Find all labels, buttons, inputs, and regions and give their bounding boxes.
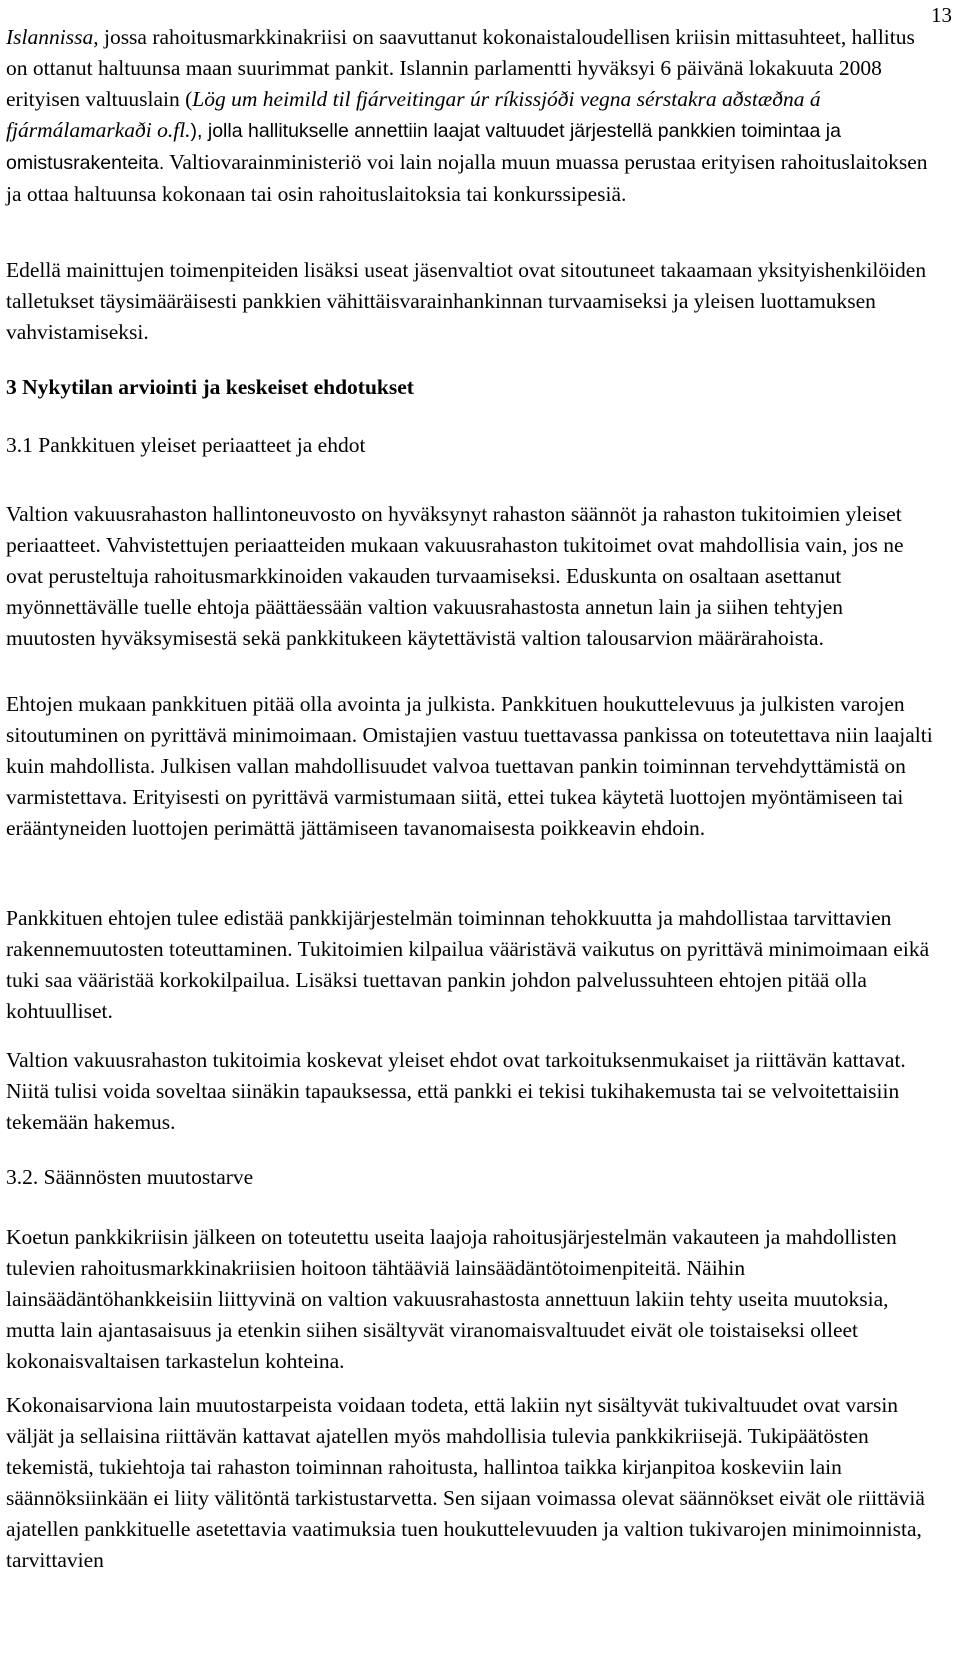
paragraph-iceland (6, 22, 936, 210)
paragraph-conditions: Ehtojen mukaan pankkituen pitää olla avointa ja julkista. Pankkituen houkuttelevuus ja julkisten varojen sitoutuminen on pyrittävä minimoimaan. Omistajien vastuu tuettavassa pankissa on toteutettava niin laajalti kuin mahdollista. Julkisen vallan mahdollisuudet valvoa tuettavan pankin toiminnan tervehdyttämistä on varmistettava. Erityisesti on pyrittävä varmistumaan siitä, ettei tukea käytetä luottojen myöntämiseen tai erääntyneiden luottojen perimättä jättämiseen tavanomaisesta poikkeavin ehdoin. (6, 692, 933, 840)
paragraph-text: Valtiovarainministeriö voi lain nojalla muun muassa perustaa erityisen rahoituslaitoksen ja ottaa haltuunsa kokonaan tai osin rahoituslaitoksia tai konkurssipesiä. (6, 150, 928, 206)
paragraph-general-terms: Valtion vakuusrahaston tukitoimia koskevat yleiset ehdot ovat tarkoituksenmukaiset ja riittävän kattavat. Niitä tulisi voida soveltaa siinäkin tapauksessa, että pankki ei tekisi tukihakemusta tai se velvoitettaisiin tekemään hakemus. (6, 1048, 906, 1134)
section-heading-3: 3 Nykytilan arviointi ja keskeiset ehdotukset (6, 375, 414, 399)
italic-law-title: Lög um heimild til fjárveitingar úr ríkissjóði vegna sérstakra aðstæðna á fjármálamarkaði o.fl. (6, 87, 821, 142)
paragraph-guarantees: Edellä mainittujen toimenpiteiden lisäksi useat jäsenvaltiot ovat sitoutuneet takaamaan yksityishenkilöiden talletukset täysimääräisesti pankkien vähittäisvarainhankinnan turvaamiseksi ja yleisen luottamuksen vahvistamiseksi. (6, 258, 927, 344)
paragraph-text-sans: ), jolla hallitukselle annettiin laajat valtuudet järjestellä pankkien toimintaa ja omistusrakenteita. (6, 120, 841, 174)
section-heading-3-2: 3.2. Säännösten muutostarve (6, 1165, 254, 1189)
page-number: 13 (931, 3, 952, 27)
italic-country: Islannissa (6, 25, 94, 49)
paragraph-principles: Valtion vakuusrahaston hallintoneuvosto on hyväksynyt rahaston säännöt ja rahaston tukitoimien yleiset periaatteet. Vahvistettujen periaatteiden mukaan vakuusrahaston tukitoimet ovat mahdollisia vain, jos ne ovat perusteltuja rahoitusmarkkinoiden vakauden turvaamiseksi. Eduskunta on osaltaan asettanut myönnettävälle tuelle ehtoja päättäessään valtion vakuusrahastosta annetun lain ja siihen tehtyjen muutosten hyväksymisestä sekä pankkitukeen käytettävistä valtion talousarvion määrärahoista. (6, 502, 904, 650)
paragraph-legislation: Koetun pankkikriisin jälkeen on toteutettu useita laajoja rahoitusjärjestelmän vakauteen ja mahdollisten tulevien rahoitusmarkkinakriisien hoitoon tähtääviä lainsäädäntötoimenpiteitä. Näihin lainsäädäntöhankkeisiin liittyvinä on valtion vakuusrahastosta annettuun lakiin tehty useita muutoksia, mutta lain ajantasaisuus ja etenkin siihen sisältyvät viranomaisvaltuudet eivät ole toistaiseksi olleet kokonaisvaltaisen tarkastelun kohteina. (6, 1225, 897, 1373)
paragraph-efficiency: Pankkituen ehtojen tulee edistää pankkijärjestelmän toiminnan tehokkuutta ja mahdollistaa tarvittavien rakennemuutosten toteuttaminen. Tukitoimien kilpailua vääristävä vaikutus on pyrittävä minimoimaan eikä tuki saa vääristää korkokilpailua. Lisäksi tuettavan pankin johdon palvelussuhteen ehtojen pitää olla kohtuulliset. (6, 906, 930, 1023)
section-heading-3-1: 3.1 Pankkituen yleiset periaatteet ja ehdot (6, 433, 366, 457)
paragraph-text: , jossa rahoitusmarkkinakriisi on saavuttanut kokonaistaloudellisen kriisin mittasuhteet, hallitus on ottanut haltuunsa maan suurimmat pankit. Islannin parlamentti hyväksyi 6 päivänä lokakuuta 2008 erityisen valtuuslain ( (6, 25, 915, 111)
paragraph-overall-assessment: Kokonaisarviona lain muutostarpeista voidaan todeta, että lakiin nyt sisältyvät tukivaltuudet ovat varsin väljät ja sellaisina riittävän kattavat ajatellen myös mahdollisia tulevia pankkikriisejä. Tukipäätösten tekemistä, tukiehtoja tai rahaston toiminnan rahoitusta, hallintoa taikka kirjanpitoa koskeviin lain säännöksiinkään ei liity välitöntä tarkistustarvetta. Sen sijaan voimassa olevat säännökset eivät ole riittäviä ajatellen pankkituelle asetettavia vaatimuksia tuen houkuttelevuuden ja valtion tukivarojen minimoinnista, tarvittavien (6, 1393, 925, 1572)
